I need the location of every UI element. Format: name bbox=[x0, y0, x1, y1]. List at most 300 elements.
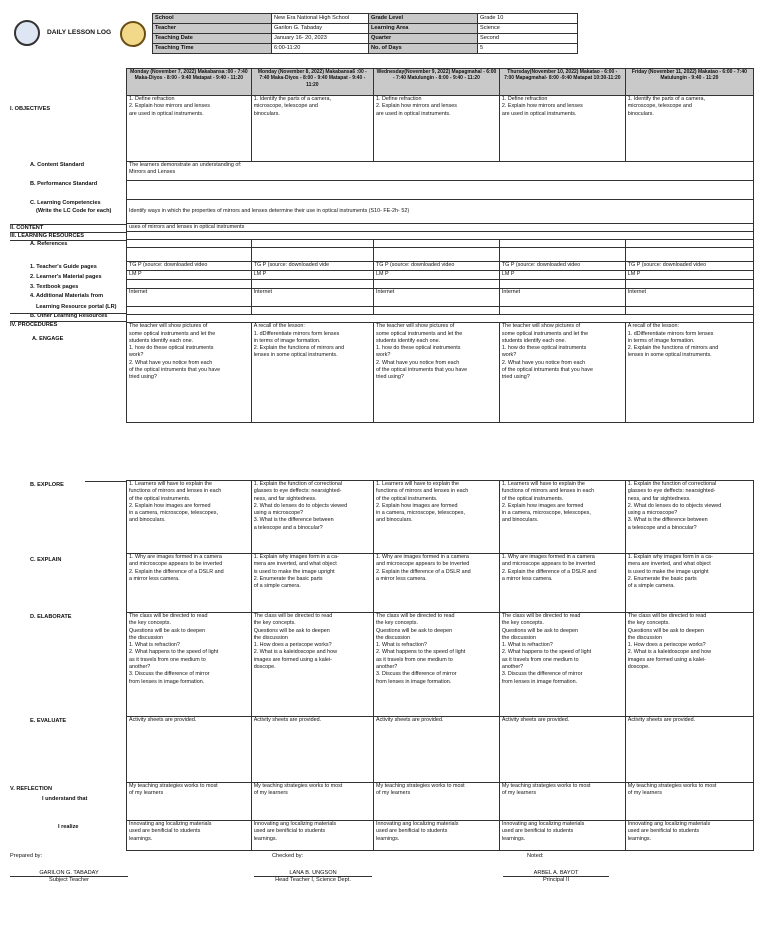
explore-line: in a camera, microscope, telescopes, bbox=[501, 510, 591, 517]
rule-procedures bbox=[10, 321, 126, 322]
explain-line: a mirror less camera. bbox=[129, 575, 180, 582]
elaborate-line: the key concepts. bbox=[253, 620, 296, 627]
explain-line: 2. Enumerate the basic parts bbox=[627, 575, 697, 582]
understand-line: My teaching strategies works to most bbox=[376, 783, 465, 789]
explain-line: and microscope appears to be inverted bbox=[501, 561, 596, 568]
school-value: New Era National High School bbox=[272, 14, 369, 24]
references-cell-1 bbox=[127, 240, 252, 248]
engage-line: 1. how do these optical instruments bbox=[501, 345, 587, 352]
objectives-row bbox=[127, 96, 754, 162]
understand-line: of my learners bbox=[253, 790, 288, 797]
engage-line: 1. how do these optical instruments bbox=[129, 345, 214, 352]
explore-line: ness, and far sightedness. bbox=[253, 495, 317, 502]
explore-line: functions of mirrors and lenses in each bbox=[501, 488, 595, 495]
additional-cell-3: Internet bbox=[374, 289, 500, 307]
noted-signature bbox=[503, 870, 609, 883]
explain-line: is used to make the image upright bbox=[627, 568, 709, 575]
noted-name: ARBEL A. BAYOT bbox=[503, 870, 609, 877]
realize-line: used are benificial to students bbox=[253, 828, 326, 835]
elaborate-line: 1. What is refraction? bbox=[129, 642, 180, 649]
engage-cell-4 bbox=[499, 323, 625, 423]
explain-line: a mirror less camera. bbox=[376, 575, 427, 582]
elaborate-line: another? bbox=[501, 664, 524, 671]
explain-cell-3 bbox=[374, 554, 500, 613]
understand-cell-3 bbox=[374, 783, 500, 821]
objectives-cell-3 bbox=[374, 96, 500, 162]
engage-line: some optical instruments and let the bbox=[129, 330, 216, 337]
engage-line: The teacher will show pictures of bbox=[501, 323, 581, 330]
no-of-days-label: No. of Days bbox=[369, 44, 478, 54]
lm-pages-cell-2: LM P bbox=[251, 271, 373, 280]
explore-line: ness, and far sightedness. bbox=[627, 495, 691, 502]
explain-line: 2. Enumerate the basic parts bbox=[253, 575, 323, 582]
elaborate-line: as it travels from one medium to bbox=[376, 656, 453, 663]
engage-line: in terms of image formation. bbox=[627, 337, 695, 344]
header-table bbox=[152, 13, 578, 54]
objectives-line: 1. Define refraction bbox=[129, 96, 175, 102]
content-standard-line-1: The learners demonstrate an understanding of: bbox=[129, 162, 242, 168]
teacher-label: Teacher bbox=[153, 24, 272, 34]
understand-row bbox=[127, 783, 754, 821]
explain-cell-4 bbox=[499, 554, 625, 613]
elaborate-line: the key concepts. bbox=[627, 620, 670, 627]
tg-pages-cell-2: TG P (source: downloaded vide bbox=[251, 262, 373, 271]
checked-title: Head Teacher I, Science Dept. bbox=[275, 877, 351, 883]
explore-cell-4 bbox=[499, 481, 625, 554]
explain-line: 1. Why are images formed in a camera bbox=[129, 554, 222, 560]
elaborate-line: 2. What happens to the speed of light bbox=[501, 649, 592, 656]
explain-line: mera are inverted, and what object bbox=[253, 561, 337, 568]
school-label: School bbox=[153, 14, 272, 24]
references-cell-5 bbox=[625, 240, 753, 248]
engage-line: tried using? bbox=[129, 374, 157, 381]
deped-seal-icon bbox=[14, 20, 40, 46]
school-seal-icon bbox=[120, 21, 146, 47]
additional-label: 4. Additional Materials from bbox=[30, 293, 104, 299]
checked-signature bbox=[254, 870, 372, 883]
references-space-2 bbox=[251, 248, 373, 262]
objectives-line: 1. Identify the parts of a camera, bbox=[253, 96, 331, 102]
explain-line: and microscope appears to be inverted bbox=[129, 561, 223, 568]
day-header-1: Monday (November 7, 2022) Makabansa :00 - 7:40 Maka-Diyos - 8:00 - 9:40 Matapat - 9:40 - 11:20 bbox=[127, 69, 252, 96]
engage-line: The teacher will show pictures of bbox=[376, 323, 455, 330]
engage-line: of the optical intruments that you have bbox=[129, 367, 221, 374]
lm-pages-cell-3: LM P bbox=[374, 271, 500, 280]
additional-cell-1: Internet bbox=[127, 289, 252, 307]
engage-line: lenses in some optical instruments. bbox=[627, 352, 712, 359]
prepared-signature bbox=[10, 870, 128, 883]
explain-line: a mirror less camera. bbox=[501, 575, 553, 582]
elaborate-line: from lenses in image formation. bbox=[501, 678, 578, 685]
explore-line: functions of mirrors and lenses in each bbox=[129, 488, 222, 495]
engage-line: some optical instruments and let the bbox=[501, 330, 589, 337]
learning-competency-cell: Identify ways in which the properties of mirrors and lenses determine their use in optical instruments (S10- FE-2h- 52) bbox=[127, 200, 754, 224]
evaluate-label: E. EVALUATE bbox=[30, 718, 67, 724]
objectives-line: 2. Explain how mirrors and lenses bbox=[129, 103, 210, 110]
lc-code-label: (Write the LC Code for each) bbox=[36, 208, 112, 214]
explore-line: using a microscope? bbox=[627, 510, 678, 517]
engage-row bbox=[127, 323, 754, 423]
explore-cell-1 bbox=[127, 481, 252, 554]
understand-line: of my learners bbox=[376, 790, 411, 797]
understand-label: I understand that bbox=[42, 796, 88, 802]
engage-line: work? bbox=[501, 352, 517, 359]
evaluate-cell-2: Activity sheets are provided. bbox=[251, 717, 373, 783]
explain-cell-1 bbox=[127, 554, 252, 613]
elaborate-line: another? bbox=[129, 664, 151, 671]
explore-cell-2 bbox=[251, 481, 373, 554]
realize-line: Innovating ang localizing materials bbox=[129, 821, 212, 827]
objectives-cell-5 bbox=[625, 96, 753, 162]
explore-line: glasses to eye deffects: nearsighted- bbox=[253, 488, 342, 495]
tg-label: 1. Teacher's Guide pages bbox=[30, 264, 97, 270]
other-resources-label: B. Other Learning Resources bbox=[30, 313, 108, 319]
elaborate-line: The class will be directed to read bbox=[627, 613, 707, 619]
rule-references bbox=[10, 240, 126, 241]
explore-cell-3 bbox=[374, 481, 500, 554]
engage-line: 2. What have you notice from each bbox=[376, 359, 460, 366]
explore-line: using a microscope? bbox=[253, 510, 304, 517]
engage-label: A. ENGAGE bbox=[32, 336, 64, 342]
realize-line: learnings. bbox=[129, 835, 153, 842]
grade-level-label: Grade Level bbox=[369, 14, 478, 24]
textbook-cell-5 bbox=[625, 280, 753, 289]
explore-line: 3. What is the difference between bbox=[627, 517, 708, 524]
checked-name: LANA B. UNGSON bbox=[254, 870, 372, 877]
references-space-5 bbox=[625, 248, 753, 262]
textbook-cell-4 bbox=[499, 280, 625, 289]
objectives-line: 1. Identify the parts of a camera, bbox=[627, 96, 706, 102]
realize-line: learnings. bbox=[627, 835, 652, 842]
elaborate-line: from lenses in image formation. bbox=[129, 678, 205, 685]
explore-line: 2. What do lenses do to objects viewed bbox=[253, 502, 348, 509]
procedures-cell bbox=[127, 315, 754, 323]
rule-other bbox=[10, 313, 126, 314]
learning-resources-cell bbox=[127, 232, 754, 240]
understand-line: of my learners bbox=[501, 790, 537, 797]
explore-line: 2. What do lenses do to objects viewed bbox=[627, 502, 722, 509]
textbook-cell-2 bbox=[251, 280, 373, 289]
realize-cell-5 bbox=[625, 821, 753, 851]
prepared-name: GARILON G. TABADAY bbox=[10, 870, 128, 877]
lm-row bbox=[127, 271, 754, 280]
other-cell-3 bbox=[374, 307, 500, 315]
explain-line: of a simple camera. bbox=[627, 583, 675, 590]
objectives-line: binoculars. bbox=[253, 110, 280, 117]
lm-label: 2. Learner's Material pages bbox=[30, 274, 102, 280]
explore-cell-5 bbox=[625, 481, 753, 554]
references-space-1 bbox=[127, 248, 252, 262]
explore-line: a telescope and a binocular? bbox=[253, 524, 323, 531]
references-label: A. References bbox=[30, 241, 68, 247]
elaborate-line: 2. What happens to the speed of light bbox=[376, 649, 466, 656]
performance-standard-label: B. Performance Standard bbox=[30, 181, 98, 187]
elaborate-line: Questions will be ask to deepen bbox=[627, 627, 704, 634]
understand-line: My teaching strategies works to most bbox=[253, 783, 343, 789]
elaborate-line: the discussion bbox=[501, 634, 537, 641]
realize-line: Innovating ang localizing materials bbox=[627, 821, 711, 827]
evaluate-cell-4: Activity sheets are provided. bbox=[499, 717, 625, 783]
engage-line: tried using? bbox=[501, 374, 530, 381]
engage-line: A recall of the lesson: bbox=[627, 323, 679, 330]
content-standard-line-2: Mirrors and Lenses bbox=[129, 169, 176, 176]
noted-title: Principal II bbox=[542, 877, 570, 883]
deped-seal-left bbox=[14, 20, 40, 46]
elaborate-line: 1. How does a periscope works? bbox=[253, 642, 332, 649]
lesson-table-top bbox=[126, 68, 754, 423]
elaborate-cell-3 bbox=[374, 613, 500, 717]
realize-cell-1 bbox=[127, 821, 252, 851]
elaborate-line: 1. What is refraction? bbox=[501, 642, 553, 649]
realize-row bbox=[127, 821, 754, 851]
engage-line: tried using? bbox=[376, 374, 404, 381]
elaborate-cell-5 bbox=[625, 613, 753, 717]
explore-line: in a camera, microscope, telescopes, bbox=[376, 510, 465, 517]
understand-cell-2 bbox=[251, 783, 373, 821]
realize-line: used are benificial to students bbox=[129, 828, 201, 835]
realize-line: used are benificial to students bbox=[627, 828, 700, 835]
explore-line: in a camera, microscope, telescopes, bbox=[129, 510, 218, 517]
engage-line: of the optical intruments that you have bbox=[501, 367, 593, 374]
realize-line: Innovating ang localizing materials bbox=[376, 821, 459, 827]
checked-by-label: Checked by: bbox=[272, 853, 304, 859]
realize-line: Innovating ang localizing materials bbox=[253, 821, 337, 827]
elaborate-cell-2 bbox=[251, 613, 373, 717]
engage-line: 2. Explain the functions of mirrors and bbox=[253, 345, 345, 352]
understand-cell-1 bbox=[127, 783, 252, 821]
elaborate-label: D. ELABORATE bbox=[30, 614, 72, 620]
understand-cell-4 bbox=[499, 783, 625, 821]
prepared-title: Subject Teacher bbox=[48, 877, 89, 883]
content-label: II. CONTENT bbox=[10, 225, 44, 231]
explore-line: 1. Explain the function of correctional bbox=[253, 481, 343, 487]
elaborate-line: 1. What is refraction? bbox=[376, 642, 427, 649]
elaborate-line: the discussion bbox=[376, 634, 411, 641]
elaborate-line: Questions will be ask to deepen bbox=[129, 627, 206, 634]
understand-line: My teaching strategies works to most bbox=[627, 783, 717, 789]
day-header-4: Thursday(November 10, 2022) Makatao - 6:00 - 7:00 Mapagmahal- 8:00 -9:40 Matapat 10:30-11:20 bbox=[499, 69, 625, 96]
tg-row bbox=[127, 262, 754, 271]
engage-line: 1. dDifferentiate mirrors form lenses bbox=[253, 330, 340, 337]
content-cell: uses of mirrors and lenses in optical instruments bbox=[127, 224, 754, 232]
objectives-line: are used in optical instruments. bbox=[501, 110, 577, 117]
elaborate-line: doscope. bbox=[627, 664, 650, 671]
lm-pages-cell-5: LM P bbox=[625, 271, 753, 280]
explain-line: of a simple camera. bbox=[253, 583, 301, 590]
tg-pages-cell-5: TG P (source: downloaded video bbox=[625, 262, 753, 271]
tg-pages-cell-1: TG P (source: downloaded video bbox=[127, 262, 252, 271]
explore-line: 2. Explain how images are formed bbox=[501, 502, 584, 509]
additional-row bbox=[127, 289, 754, 307]
objectives-line: 2. Explain how mirrors and lenses bbox=[376, 103, 457, 110]
evaluate-cell-1: Activity sheets are provided. bbox=[127, 717, 252, 783]
explore-line: 1. Learners will have to explain the bbox=[129, 481, 213, 487]
engage-cell-5 bbox=[625, 323, 753, 423]
references-space-4 bbox=[499, 248, 625, 262]
elaborate-line: images are formed using a kalei- bbox=[253, 656, 332, 663]
explain-line: 1. Explain why images form in a ca- bbox=[253, 554, 339, 560]
prepared-by-label: Prepared by: bbox=[10, 853, 43, 859]
teaching-date-value: January 16- 20, 2023 bbox=[272, 34, 369, 44]
day-header-5: Friday (November 11, 2022) Makatao - 6:00 - 7:40 Matulungin - 9:40 - 11:20 bbox=[625, 69, 753, 96]
objectives-cell-2 bbox=[251, 96, 373, 162]
explore-line: 1. Learners will have to explain the bbox=[376, 481, 460, 487]
school-seal bbox=[120, 21, 146, 47]
objectives-line: are used in optical instruments. bbox=[129, 110, 204, 117]
teaching-date-label: Teaching Date bbox=[153, 34, 272, 44]
engage-line: 2. What have you notice from each bbox=[129, 359, 213, 366]
explore-line: 2. Explain how images are formed bbox=[376, 502, 458, 509]
day-header-2: Monday (November 8, 2022) Makabansa6 :00 - 7:40 Maka-Diyos - 8:00 - 9:40 Matapat - 9:40 - 11:20 bbox=[251, 69, 373, 96]
lm-pages-cell-1: LM P bbox=[127, 271, 252, 280]
explain-line: 2. Explain the difference of a DSLR and bbox=[129, 568, 224, 575]
explain-line: 2. Explain the difference of a DSLR and bbox=[501, 568, 597, 575]
explore-line: 1. Explain the function of correctional bbox=[627, 481, 717, 487]
realize-line: learnings. bbox=[253, 835, 278, 842]
rule-explore bbox=[85, 481, 126, 482]
elaborate-line: the discussion bbox=[253, 634, 288, 641]
explore-line: and binoculars. bbox=[129, 517, 166, 524]
elaborate-line: 1. How does a periscope works? bbox=[627, 642, 706, 649]
textbook-cell-3 bbox=[374, 280, 500, 289]
objectives-line: 1. Define refraction bbox=[376, 96, 422, 102]
elaborate-line: 2. What is a kaleidoscope and how bbox=[627, 649, 712, 656]
lc-label: C. Learning Competencies bbox=[30, 200, 101, 206]
explain-line: 1. Explain why images form in a ca- bbox=[627, 554, 713, 560]
explain-label: C. EXPLAIN bbox=[30, 557, 62, 563]
realize-cell-2 bbox=[251, 821, 373, 851]
engage-line: A recall of the lesson: bbox=[253, 323, 305, 330]
explore-line: glasses to eye deffects: nearsighted- bbox=[627, 488, 716, 495]
other-cell-5 bbox=[625, 307, 753, 315]
elaborate-cell-4 bbox=[499, 613, 625, 717]
elaborate-cell-1 bbox=[127, 613, 252, 717]
realize-cell-4 bbox=[499, 821, 625, 851]
elaborate-line: 2. What happens to the speed of light bbox=[129, 649, 219, 656]
explain-line: is used to make the image upright bbox=[253, 568, 335, 575]
objectives-line: are used in optical instruments. bbox=[376, 110, 451, 117]
explain-cell-2 bbox=[251, 554, 373, 613]
references-cell-2 bbox=[251, 240, 373, 248]
engage-line: 1. how do these optical instruments bbox=[376, 345, 461, 352]
realize-line: used are benificial to students bbox=[376, 828, 448, 835]
explore-line: and binoculars. bbox=[376, 517, 413, 524]
objectives-line: binoculars. bbox=[627, 110, 654, 117]
elaborate-line: Questions will be ask to deepen bbox=[376, 627, 453, 634]
procedures-label: IV. PROCEDURES bbox=[10, 322, 58, 328]
evaluate-cell-3: Activity sheets are provided. bbox=[374, 717, 500, 783]
engage-line: in terms of image formation. bbox=[253, 337, 321, 344]
reflection-label: V. REFLECTION bbox=[10, 786, 53, 792]
elaborate-line: 3. Discuss the difference of mirror bbox=[376, 671, 457, 678]
grade-level-value: Grade 10 bbox=[478, 14, 578, 24]
engage-cell-2 bbox=[251, 323, 373, 423]
tg-pages-cell-4: TG P (source: downloaded video bbox=[499, 262, 625, 271]
references-space-3 bbox=[374, 248, 500, 262]
objectives-label: I. OBJECTIVES bbox=[10, 106, 51, 112]
elaborate-row bbox=[127, 613, 754, 717]
understand-line: of my learners bbox=[129, 790, 164, 797]
objectives-line: microscope, telescope and bbox=[627, 103, 692, 110]
other-cell-1 bbox=[127, 307, 252, 315]
elaborate-line: as it travels from one medium to bbox=[501, 656, 579, 663]
explain-line: 1. Why are images formed in a camera bbox=[376, 554, 469, 560]
learning-area-value: Science bbox=[478, 24, 578, 34]
elaborate-line: The class will be directed to read bbox=[129, 613, 208, 619]
noted-label: Noted: bbox=[527, 853, 544, 859]
objectives-cell-4 bbox=[499, 96, 625, 162]
elaborate-line: Questions will be ask to deepen bbox=[501, 627, 578, 634]
understand-line: of my learners bbox=[627, 790, 662, 797]
engage-line: students identify each one. bbox=[129, 337, 194, 344]
objectives-line: 2. Explain how mirrors and lenses bbox=[501, 103, 583, 110]
elaborate-line: the key concepts. bbox=[376, 620, 418, 627]
elaborate-line: 3. Discuss the difference of mirror bbox=[501, 671, 583, 678]
learning-resources-label: III. LEARNING RESOURCES bbox=[10, 233, 84, 239]
elaborate-line: The class will be directed to read bbox=[501, 613, 581, 619]
elaborate-line: another? bbox=[376, 664, 398, 671]
objectives-line: microscope, telescope and bbox=[253, 103, 318, 110]
explore-line: 2. Explain how images are formed bbox=[129, 502, 211, 509]
elaborate-line: 2. What is a kaleidoscope and how bbox=[253, 649, 337, 656]
references-cell-4 bbox=[499, 240, 625, 248]
engage-line: work? bbox=[129, 352, 144, 359]
elaborate-line: The class will be directed to read bbox=[376, 613, 455, 619]
explain-line: and microscope appears to be inverted bbox=[376, 561, 470, 568]
tg-pages-cell-3: TG P (source: downloaded video bbox=[374, 262, 500, 271]
evaluate-row bbox=[127, 717, 754, 783]
explore-line: of the optical instruments. bbox=[376, 495, 438, 502]
engage-line: 2. What have you notice from each bbox=[501, 359, 586, 366]
engage-line: lenses in some optical instruments. bbox=[253, 352, 338, 359]
realize-line: used are benificial to students bbox=[501, 828, 574, 835]
explore-line: functions of mirrors and lenses in each bbox=[376, 488, 469, 495]
explain-line: mera are inverted, and what object bbox=[627, 561, 711, 568]
teaching-time-value: 6:00-11:20 bbox=[272, 44, 369, 54]
explore-line: of the optical instruments. bbox=[501, 495, 564, 502]
engage-line: 2. Explain the functions of mirrors and bbox=[627, 345, 719, 352]
understand-line: My teaching strategies works to most bbox=[501, 783, 591, 789]
engage-line: 1. dDifferentiate mirrors form lenses bbox=[627, 330, 714, 337]
explain-line: 2. Explain the difference of a DSLR and bbox=[376, 568, 471, 575]
elaborate-line: Questions will be ask to deepen bbox=[253, 627, 330, 634]
understand-cell-5 bbox=[625, 783, 753, 821]
objectives-line: 1. Define refraction bbox=[501, 96, 548, 102]
explain-cell-5 bbox=[625, 554, 753, 613]
performance-standard-cell bbox=[127, 181, 754, 200]
rule-resources bbox=[10, 232, 126, 233]
elaborate-line: the key concepts. bbox=[129, 620, 171, 627]
explore-line: and binoculars. bbox=[501, 517, 539, 524]
engage-line: The teacher will show pictures of bbox=[129, 323, 208, 330]
engage-line: students identify each one. bbox=[376, 337, 441, 344]
elaborate-line: the key concepts. bbox=[501, 620, 544, 627]
content-standard-cell bbox=[127, 162, 754, 181]
lr-portal-label: Learning Resource portal (LR) bbox=[36, 304, 117, 310]
rule-content bbox=[10, 224, 126, 225]
explore-line: a telescope and a binocular? bbox=[627, 524, 697, 531]
day-header-3: Wednesday(November 9, 2022) Mapagmahal - 6:00 - 7:40 Matulungin - 8:00 - 9:40 - 11:20 bbox=[374, 69, 500, 96]
additional-cell-2: Internet bbox=[251, 289, 373, 307]
understand-line: My teaching strategies works to most bbox=[129, 783, 218, 789]
objectives-cell-1 bbox=[127, 96, 252, 162]
explore-line: 1. Learners will have to explain the bbox=[501, 481, 585, 487]
quarter-value: Second bbox=[478, 34, 578, 44]
explore-line: 3. What is the difference between bbox=[253, 517, 334, 524]
realize-line: learnings. bbox=[376, 835, 400, 842]
realize-label: I realize bbox=[58, 824, 79, 830]
engage-cell-3 bbox=[374, 323, 500, 423]
